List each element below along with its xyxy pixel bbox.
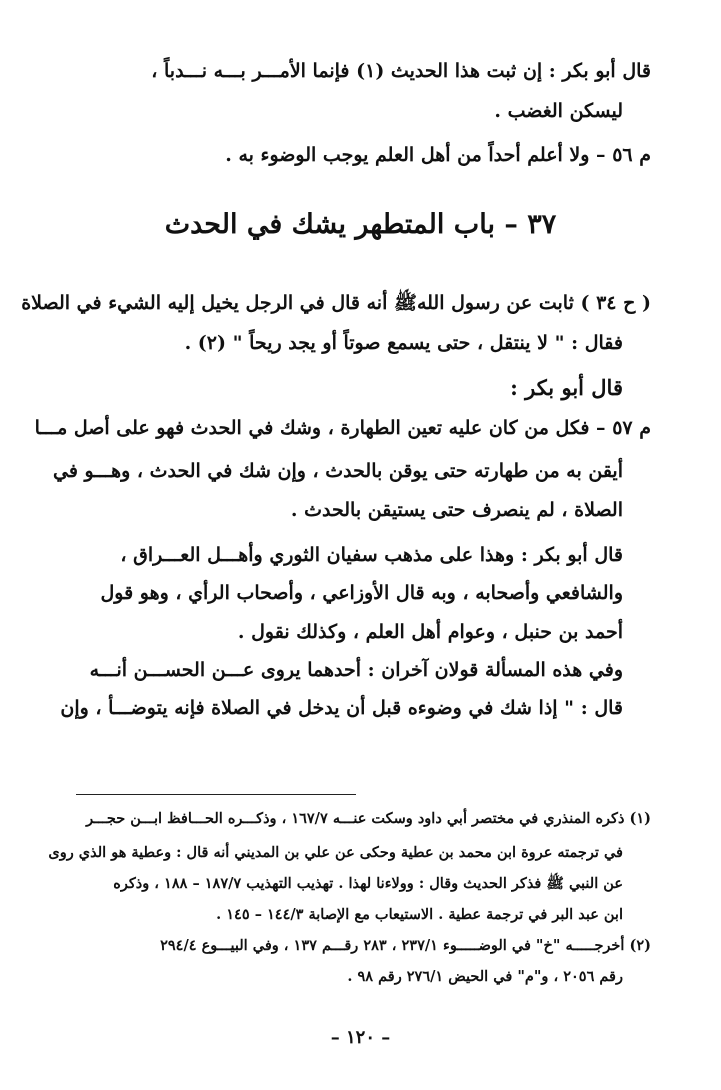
footnote-2-line-2: رقم ٢٠٥٦ ، و"م" في الحيض ٢٧٦/١ رقم ٩٨ . bbox=[347, 968, 623, 985]
chapter-title: ٣٧ – باب المتطهر يشك في الحدث bbox=[164, 209, 557, 240]
section-subheading: قال أبو بكر : bbox=[510, 375, 623, 400]
body-line-7: أيقن به من طهارته حتى يوقن بالحدث ، وإن شك في الحدث ، وهـــو في bbox=[53, 460, 623, 482]
footnote-2: (٢) أخرجـــــه "خ" في الوضـــــوء ٢٣٧/١ ، ٢٨٣ رقـــم ١٣٧ ، وفي البيـــوع ٢٩٤/٤ bbox=[160, 937, 651, 954]
issue-56: م ٥٦ – ولا أعلم أحداً من أهل العلم يوجب الوضوء به . bbox=[225, 144, 651, 166]
body-line-9: قال أبو بكر : وهذا على مذهب سفيان الثوري وأهـــل العـــراق ، bbox=[120, 544, 623, 566]
body-line-11: أحمد بن حنبل ، وعوام أهل العلم ، وكذلك نقول . bbox=[237, 621, 623, 643]
body-line-2: ليسكن الغضب . bbox=[494, 100, 623, 122]
footnote-1-line-2: في ترجمته عروة ابن محمد بن عطية وحكى عن علي بن المديني أنه قال : وعطية هو الذي روى bbox=[48, 844, 623, 861]
body-line-12: وفي هذه المسألة قولان آخران : أحدهما يروى عـــن الحســـن أنـــه bbox=[89, 659, 623, 681]
footnote-separator bbox=[76, 794, 356, 795]
footnote-1-line-4: ابن عبد البر في ترجمة عطية . الاستيعاب مع الإصابة ١٤٤/٣ – ١٤٥ . bbox=[216, 906, 623, 923]
footnote-1-line-3: عن النبي ﷺ فذكر الحديث وقال : وولاءنا لهذا . تهذيب التهذيب ١٨٧/٧ – ١٨٨ ، وذكره bbox=[113, 875, 623, 892]
body-line-10: والشافعي وأصحابه ، وبه قال الأوزاعي ، وأصحاب الرأي ، وهو قول bbox=[100, 582, 623, 604]
page-number: – ١٢٠ – bbox=[330, 1027, 391, 1048]
body-line-8: الصلاة ، لم ينصرف حتى يستيقن بالحدث . bbox=[290, 499, 623, 521]
issue-57: م ٥٧ – فكل من كان عليه تعين الطهارة ، وشك في الحدث فهو على أصل مـــا bbox=[34, 417, 651, 439]
body-line-1: قال أبو بكر : إن ثبت هذا الحديث (١) فإنما الأمـــر بـــه نـــدباً ، bbox=[151, 60, 651, 82]
footnote-1: (١) ذكره المنذري في مختصر أبي داود وسكت عنـــه ١٦٧/٧ ، وذكـــره الحـــافظ ابـــن حجـــر bbox=[86, 810, 651, 827]
hadith-34: ( ح ٣٤ ) ثابت عن رسول اللهﷺ أنه قال في الرجل يخيل إليه الشيء في الصلاة bbox=[21, 292, 651, 314]
hadith-34-cont: فقال : " لا ينتقل ، حتى يسمع صوتاً أو يجد ريحاً " (٢) . bbox=[184, 332, 623, 354]
body-line-13: قال : " إذا شك في وضوءه قبل أن يدخل في الصلاة فإنه يتوضـــأ ، وإن bbox=[60, 697, 623, 719]
